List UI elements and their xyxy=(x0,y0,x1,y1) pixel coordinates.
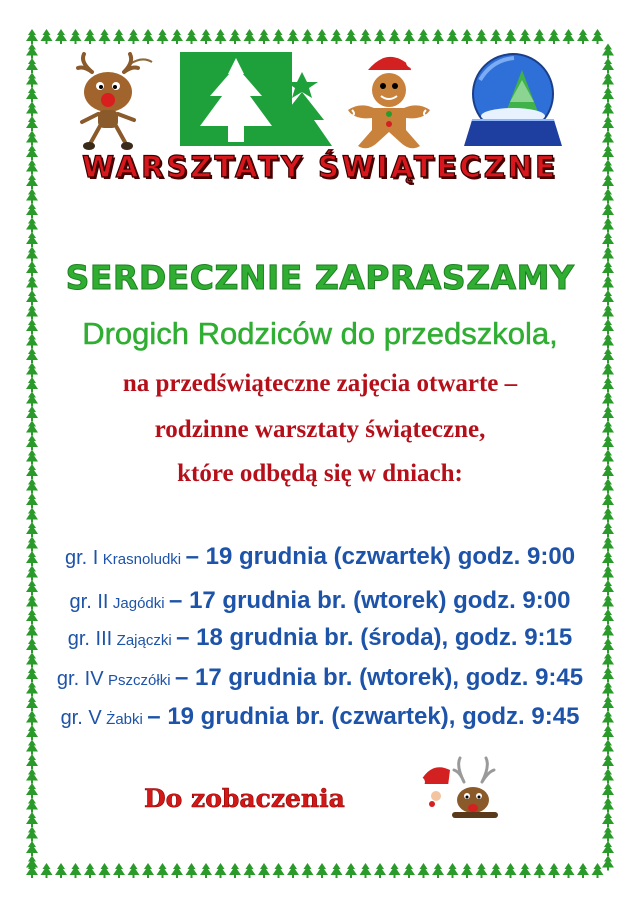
border-tree-icon xyxy=(602,841,614,856)
border-tree-icon xyxy=(157,29,169,44)
border-tree-icon xyxy=(26,508,38,523)
group-number: gr. III xyxy=(67,628,113,650)
group-number: gr. V xyxy=(60,707,102,729)
group-date: – 19 grudnia br. (czwartek), godz. 9:45 xyxy=(147,703,580,730)
border-tree-icon xyxy=(602,827,614,842)
christmas-tree-logo-icon xyxy=(178,50,336,150)
group-date: – 17 grudnia br. (wtorek), godz. 9:45 xyxy=(175,664,584,691)
border-tree-icon xyxy=(577,863,589,878)
border-tree-icon xyxy=(26,841,38,856)
border-tree-icon xyxy=(331,863,343,878)
border-tree-icon xyxy=(602,812,614,827)
border-tree-icon xyxy=(171,29,183,44)
border-tree-icon xyxy=(26,58,38,73)
border-tree-icon xyxy=(215,863,227,878)
border-tree-icon xyxy=(142,863,154,878)
group-name: Jagódki xyxy=(112,595,165,612)
border-tree-icon xyxy=(602,44,614,59)
border-tree-icon xyxy=(26,131,38,146)
border-tree-icon xyxy=(505,863,517,878)
border-tree-icon xyxy=(258,29,270,44)
border-tree-icon xyxy=(602,73,614,88)
border-tree-icon xyxy=(602,203,614,218)
schedule-row xyxy=(0,543,640,571)
border-tree-icon xyxy=(26,73,38,88)
border-tree-icon xyxy=(26,493,38,508)
border-tree-icon xyxy=(316,863,328,878)
santa-reindeer-icon xyxy=(410,756,510,822)
border-tree-icon xyxy=(602,116,614,131)
border-tree-icon xyxy=(389,29,401,44)
border-tree-icon xyxy=(302,29,314,44)
border-tree-icon xyxy=(602,102,614,117)
border-tree-icon xyxy=(602,189,614,204)
border-tree-icon xyxy=(418,29,430,44)
border-tree-icon xyxy=(505,29,517,44)
border-tree-icon xyxy=(244,863,256,878)
border-tree-icon xyxy=(461,863,473,878)
border-tree-icon xyxy=(563,29,575,44)
group-date: – 19 grudnia (czwartek) godz. 9:00 xyxy=(185,543,576,570)
border-tree-icon xyxy=(490,863,502,878)
event-description-line: które odbędą się w dniach: xyxy=(177,460,463,487)
border-tree-icon xyxy=(70,863,82,878)
border-tree-icon xyxy=(26,856,38,871)
border-tree-icon xyxy=(26,827,38,842)
gingerbread-man-icon xyxy=(340,48,438,152)
border-tree-icon xyxy=(374,863,386,878)
snow-globe-icon xyxy=(458,50,568,152)
border-tree-icon xyxy=(602,783,614,798)
border-tree-icon xyxy=(602,218,614,233)
border-tree-icon xyxy=(26,740,38,755)
border-tree-icon xyxy=(403,863,415,878)
border-tree-icon xyxy=(418,863,430,878)
border-tree-icon xyxy=(26,769,38,784)
group-name: Pszczółki xyxy=(108,672,171,689)
border-tree-icon xyxy=(360,863,372,878)
border-tree-icon xyxy=(142,29,154,44)
border-tree-icon xyxy=(577,29,589,44)
border-tree-icon xyxy=(229,29,241,44)
border-tree-icon xyxy=(26,203,38,218)
border-tree-icon xyxy=(490,29,502,44)
border-tree-icon xyxy=(447,29,459,44)
invitation-recipients: Drogich Rodziców do przedszkola, xyxy=(82,316,558,351)
border-tree-icon xyxy=(447,863,459,878)
border-tree-icon xyxy=(476,29,488,44)
border-tree-icon xyxy=(186,863,198,878)
border-tree-icon xyxy=(229,863,241,878)
border-tree-icon xyxy=(602,58,614,73)
border-tree-icon xyxy=(84,29,96,44)
invitation-headline: SERDECZNIE ZAPRASZAMY xyxy=(65,258,575,297)
border-tree-icon xyxy=(602,131,614,146)
border-tree-icon xyxy=(26,798,38,813)
border-tree-icon xyxy=(534,863,546,878)
group-number: gr. IV xyxy=(56,668,104,690)
border-tree-icon xyxy=(26,218,38,233)
border-tree-icon xyxy=(519,29,531,44)
border-tree-icon xyxy=(186,29,198,44)
border-tree-icon xyxy=(374,29,386,44)
border-tree-icon xyxy=(519,863,531,878)
border-tree-icon xyxy=(99,863,111,878)
border-tree-icon xyxy=(316,29,328,44)
group-name: Zajączki xyxy=(116,632,172,649)
header-title: WARSZTATY ŚWIĄTECZNE xyxy=(82,150,558,184)
border-tree-icon xyxy=(26,44,38,59)
border-tree-icon xyxy=(157,863,169,878)
border-tree-icon xyxy=(345,29,357,44)
border-tree-icon xyxy=(113,863,125,878)
border-tree-icon xyxy=(534,29,546,44)
border-tree-icon xyxy=(602,232,614,247)
border-tree-icon xyxy=(602,87,614,102)
border-tree-icon xyxy=(360,29,372,44)
border-tree-icon xyxy=(602,522,614,537)
border-tree-icon xyxy=(345,863,357,878)
border-tree-icon xyxy=(84,863,96,878)
border-tree-icon xyxy=(287,863,299,878)
border-tree-icon xyxy=(602,740,614,755)
group-date: – 17 grudnia br. (wtorek) godz. 9:00 xyxy=(169,587,571,614)
border-tree-icon xyxy=(302,863,314,878)
reindeer-ornament-icon xyxy=(70,52,165,152)
border-tree-icon xyxy=(26,102,38,117)
border-tree-icon xyxy=(548,29,560,44)
border-tree-icon xyxy=(26,87,38,102)
group-date: – 18 grudnia br. (środa), godz. 9:15 xyxy=(176,624,573,651)
border-tree-icon xyxy=(273,863,285,878)
border-tree-icon xyxy=(55,29,67,44)
border-tree-icon xyxy=(55,863,67,878)
border-tree-icon xyxy=(113,29,125,44)
border-tree-icon xyxy=(602,798,614,813)
border-tree-icon xyxy=(99,29,111,44)
border-tree-icon xyxy=(200,863,212,878)
schedule-row xyxy=(0,664,640,692)
border-tree-icon xyxy=(476,863,488,878)
group-number: gr. II xyxy=(69,591,109,613)
border-tree-icon xyxy=(258,863,270,878)
border-tree-icon xyxy=(26,29,38,44)
schedule-row xyxy=(0,624,640,652)
schedule-row xyxy=(0,587,640,615)
group-name: Żabki xyxy=(106,711,143,728)
group-number: gr. I xyxy=(64,547,99,569)
border-tree-icon xyxy=(331,29,343,44)
border-tree-icon xyxy=(592,863,604,878)
border-tree-icon xyxy=(461,29,473,44)
border-tree-icon xyxy=(26,232,38,247)
border-tree-icon xyxy=(273,29,285,44)
border-tree-icon xyxy=(41,863,53,878)
border-tree-icon xyxy=(244,29,256,44)
border-tree-icon xyxy=(403,29,415,44)
farewell-text: Do zobaczenia xyxy=(144,784,345,813)
border-tree-icon xyxy=(41,29,53,44)
border-tree-icon xyxy=(563,863,575,878)
border-tree-icon xyxy=(70,29,82,44)
border-tree-icon xyxy=(592,29,604,44)
event-description-line: na przedświąteczne zajęcia otwarte – xyxy=(122,370,518,397)
border-tree-icon xyxy=(548,863,560,878)
border-tree-icon xyxy=(215,29,227,44)
schedule-row xyxy=(0,703,640,731)
border-tree-icon xyxy=(602,754,614,769)
border-tree-icon xyxy=(602,769,614,784)
border-tree-icon xyxy=(26,189,38,204)
border-tree-icon xyxy=(200,29,212,44)
border-tree-icon xyxy=(26,522,38,537)
border-tree-icon xyxy=(128,863,140,878)
border-tree-icon xyxy=(602,493,614,508)
border-tree-icon xyxy=(26,812,38,827)
border-tree-icon xyxy=(432,29,444,44)
border-tree-icon xyxy=(26,783,38,798)
border-tree-icon xyxy=(389,863,401,878)
border-tree-icon xyxy=(602,856,614,871)
border-tree-icon xyxy=(287,29,299,44)
border-tree-icon xyxy=(26,754,38,769)
border-tree-icon xyxy=(432,863,444,878)
border-tree-icon xyxy=(128,29,140,44)
border-tree-icon xyxy=(26,116,38,131)
border-tree-icon xyxy=(602,508,614,523)
event-description-line: rodzinne warsztaty świąteczne, xyxy=(154,416,486,443)
group-name: Krasnoludki xyxy=(102,551,182,568)
border-tree-icon xyxy=(171,863,183,878)
